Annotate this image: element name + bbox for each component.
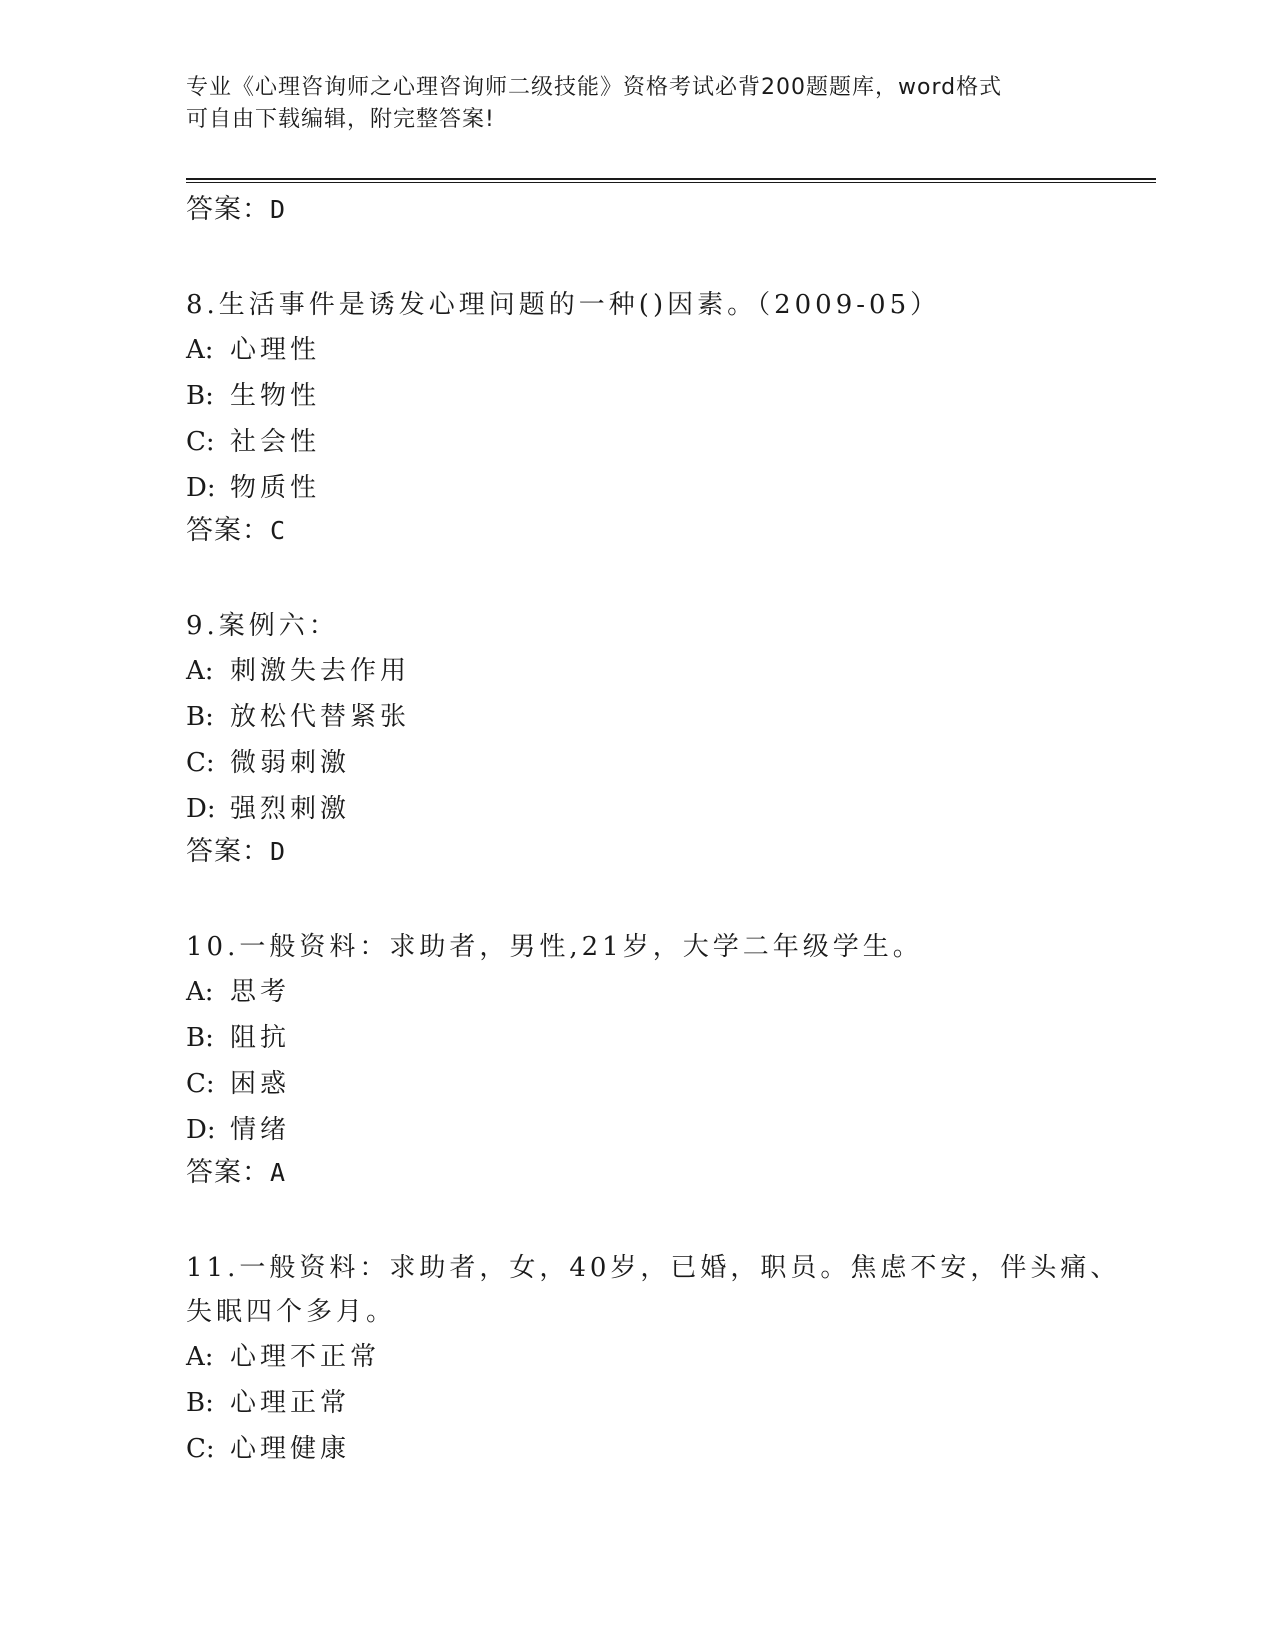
option-text: 困惑 <box>230 1069 291 1099</box>
option-b <box>186 373 1146 419</box>
question-11 <box>186 1246 1146 1472</box>
option-a <box>186 648 1146 694</box>
option-b <box>186 1380 1146 1426</box>
answer-label: 答案： <box>186 515 270 546</box>
option-a <box>186 969 1146 1015</box>
previous-answer <box>186 190 1146 236</box>
option-letter: A: <box>186 335 214 365</box>
option-a <box>186 327 1146 373</box>
option-text: 放松代替紧张 <box>230 702 411 732</box>
option-c <box>186 1426 1146 1472</box>
option-text: 思考 <box>230 977 291 1007</box>
option-letter: B: <box>186 381 214 411</box>
header-divider <box>186 178 1156 183</box>
option-text: 心理正常 <box>230 1388 351 1418</box>
answer-label: 答案： <box>186 194 270 225</box>
option-letter: C: <box>186 748 215 778</box>
header-title-line-2: 可自由下载编辑，附完整答案! <box>186 107 495 132</box>
option-letter: D: <box>186 794 216 824</box>
option-letter: B: <box>186 1023 214 1053</box>
option-c <box>186 419 1146 465</box>
question-stem-line-2: 失眠四个多月。 <box>186 1297 397 1327</box>
question-stem: 9.案例六： <box>186 611 339 641</box>
option-c <box>186 740 1146 786</box>
option-text: 心理不正常 <box>230 1342 381 1372</box>
question-stem-line-1: 11.一般资料：求助者，女，40岁，已婚，职员。焦虑不安，伴头痛、 <box>186 1253 1121 1283</box>
option-text: 心理性 <box>230 335 321 365</box>
option-c <box>186 1061 1146 1107</box>
option-d <box>186 1107 1146 1153</box>
option-d <box>186 786 1146 832</box>
answer-value: A <box>270 1158 287 1187</box>
option-text: 物质性 <box>230 473 321 503</box>
option-letter: A: <box>186 656 214 686</box>
question-9 <box>186 604 1146 878</box>
option-letter: C: <box>186 427 215 457</box>
option-text: 阻抗 <box>230 1023 291 1053</box>
option-text: 社会性 <box>230 427 321 457</box>
question-8-answer <box>186 511 1146 557</box>
option-letter: B: <box>186 1388 214 1418</box>
option-b <box>186 694 1146 740</box>
answer-value: C <box>270 516 287 545</box>
option-text: 心理健康 <box>230 1434 351 1464</box>
option-b <box>186 1015 1146 1061</box>
answer-value: D <box>270 837 287 866</box>
option-text: 情绪 <box>230 1115 291 1145</box>
option-letter: C: <box>186 1069 215 1099</box>
header-title-line-1: 专业《心理咨询师之心理咨询师二级技能》资格考试必背200题题库，word格式 <box>186 75 1003 100</box>
answer-label: 答案： <box>186 1157 270 1188</box>
question-8 <box>186 283 1146 557</box>
option-letter: A: <box>186 977 214 1007</box>
option-d <box>186 465 1146 511</box>
option-text: 刺激失去作用 <box>230 656 411 686</box>
question-9-answer <box>186 832 1146 878</box>
question-10 <box>186 925 1146 1199</box>
question-stem: 8.生活事件是诱发心理问题的一种()因素。（2009-05） <box>186 290 941 320</box>
option-text: 生物性 <box>230 381 321 411</box>
option-text: 微弱刺激 <box>230 748 351 778</box>
option-letter: A: <box>186 1342 214 1372</box>
question-list <box>186 190 1146 1472</box>
document-header <box>186 72 1086 136</box>
option-letter: D: <box>186 473 216 503</box>
answer-label: 答案： <box>186 836 270 867</box>
option-letter: C: <box>186 1434 215 1464</box>
option-a <box>186 1334 1146 1380</box>
option-letter: B: <box>186 702 214 732</box>
option-letter: D: <box>186 1115 216 1145</box>
answer-value: D <box>270 195 287 224</box>
question-10-answer <box>186 1153 1146 1199</box>
option-text: 强烈刺激 <box>230 794 351 824</box>
question-stem: 10.一般资料：求助者，男性,21岁，大学二年级学生。 <box>186 932 923 962</box>
